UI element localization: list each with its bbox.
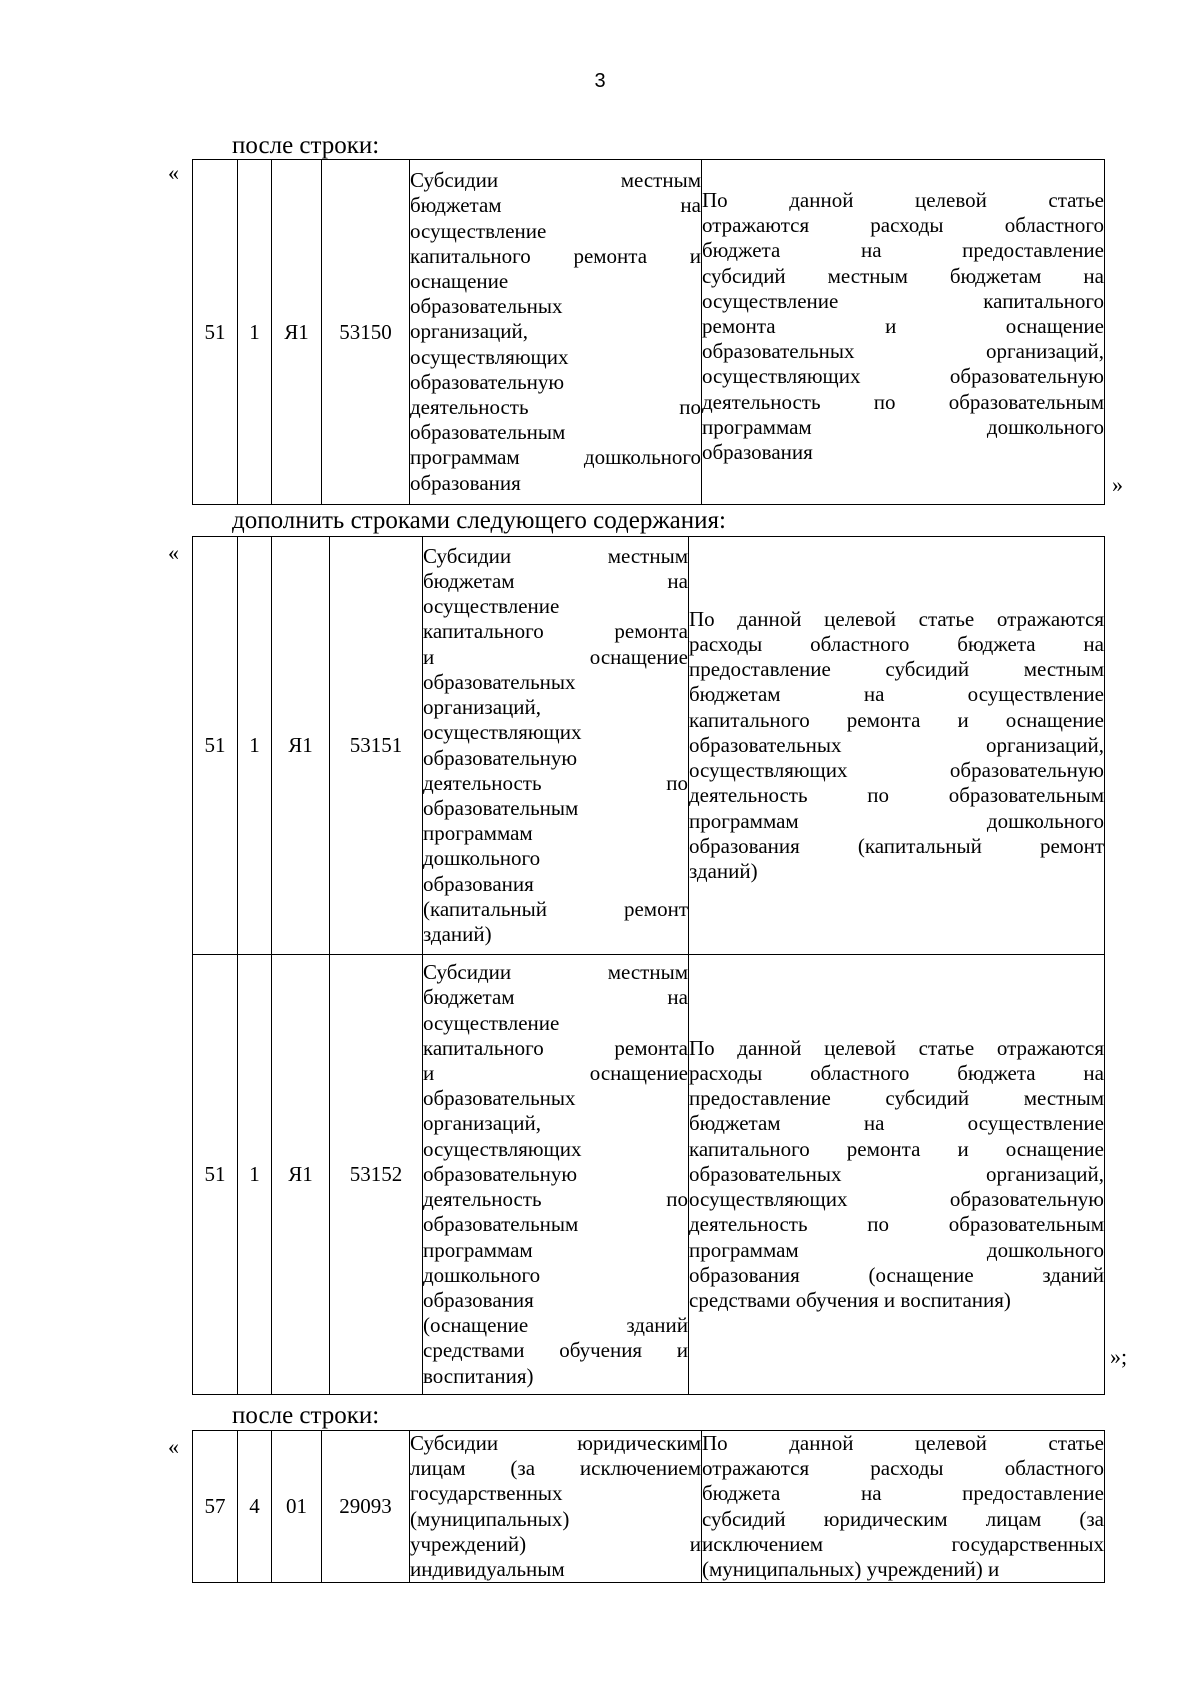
text-line: (капитальный ремонт bbox=[423, 896, 688, 921]
note-text bbox=[689, 607, 1104, 884]
description-text bbox=[423, 544, 688, 947]
text-line: организаций, bbox=[423, 1111, 541, 1136]
description-text bbox=[410, 168, 701, 496]
text-line: бюджета на предоставление bbox=[702, 1481, 1104, 1506]
text-line: организаций, bbox=[410, 319, 528, 344]
code-cell-3: Я1 bbox=[272, 955, 330, 1395]
text-line: организаций, bbox=[423, 695, 541, 720]
text-line: осуществляющих bbox=[423, 720, 582, 745]
note-cell bbox=[702, 160, 1105, 505]
code-cell-4: 53151 bbox=[330, 537, 423, 955]
text-line: предоставление субсидий местным bbox=[689, 1086, 1104, 1111]
note-cell bbox=[702, 1431, 1105, 1583]
text-line: государственных bbox=[410, 1481, 563, 1506]
table-row bbox=[193, 537, 1105, 955]
text-line: образовательным bbox=[410, 420, 566, 445]
text-line: образовательную bbox=[423, 745, 578, 770]
text-line: бюджетам на осуществление bbox=[689, 1111, 1104, 1136]
text-line: (муниципальных) bbox=[410, 1506, 570, 1531]
text-line: капитального ремонта и оснащение bbox=[689, 707, 1104, 732]
description-cell bbox=[410, 1431, 702, 1583]
text-line: бюджетам на bbox=[423, 569, 688, 594]
text-line: программам дошкольного bbox=[702, 414, 1104, 439]
description-text bbox=[410, 1431, 701, 1582]
table-existing-row-53150 bbox=[192, 159, 1105, 505]
code-cell-4: 53150 bbox=[322, 160, 410, 505]
note-text bbox=[702, 1431, 1104, 1582]
note-cell bbox=[689, 537, 1105, 955]
text-line: образовательную bbox=[423, 1161, 578, 1186]
text-line: образования (оснащение зданий bbox=[689, 1262, 1104, 1287]
opening-quote: « bbox=[168, 160, 179, 185]
text-line: образования bbox=[423, 871, 534, 896]
table-row bbox=[193, 1431, 1105, 1583]
text-line: образования bbox=[410, 470, 521, 495]
text-line: субсидий юридическим лицам (за bbox=[702, 1506, 1104, 1531]
text-line: осуществляющих bbox=[410, 344, 569, 369]
page-number: 3 bbox=[594, 70, 606, 92]
text-line: Субсидии местным bbox=[423, 960, 688, 985]
description-cell bbox=[423, 955, 689, 1395]
description-text bbox=[423, 960, 688, 1388]
text-line: субсидий местным бюджетам на bbox=[702, 263, 1104, 288]
section-intro-after-row: после строки: bbox=[232, 1402, 380, 1429]
text-line: программам дошкольного bbox=[410, 445, 701, 470]
code-cell-3: Я1 bbox=[272, 537, 330, 955]
text-line: программам дошкольного bbox=[689, 808, 1104, 833]
text-line: осуществление bbox=[423, 594, 560, 619]
note-cell bbox=[689, 955, 1105, 1395]
text-line: деятельность по образовательным bbox=[689, 783, 1104, 808]
text-line: По данной целевой статье bbox=[702, 188, 1104, 212]
text-line: индивидуальным bbox=[410, 1557, 565, 1582]
section-intro-after-row: после строки: bbox=[232, 132, 380, 159]
code-cell-2: 1 bbox=[238, 160, 272, 505]
table-new-rows bbox=[192, 536, 1105, 1395]
text-line: осуществляющих образовательную bbox=[689, 758, 1104, 783]
text-line: Субсидии местным bbox=[410, 168, 701, 193]
text-line: По данной целевой статье bbox=[702, 1431, 1104, 1455]
text-line: исключением государственных bbox=[702, 1531, 1104, 1556]
code-cell-2: 1 bbox=[238, 537, 272, 955]
text-line: осуществление капитального bbox=[702, 288, 1104, 313]
text-line: капитального ремонта bbox=[423, 619, 688, 644]
text-line: и оснащение bbox=[423, 644, 688, 669]
text-line: бюджета на предоставление bbox=[702, 238, 1104, 263]
text-line: осуществляющих образовательную bbox=[689, 1187, 1104, 1212]
text-line: бюджетам на bbox=[423, 985, 688, 1010]
text-line: отражаются расходы областного bbox=[702, 1456, 1104, 1481]
text-line: образования (капитальный ремонт bbox=[689, 833, 1104, 858]
text-line: образовательным bbox=[423, 795, 579, 820]
code-cell-1: 51 bbox=[193, 537, 238, 955]
text-line: образовательным bbox=[423, 1212, 579, 1237]
text-line: капитального ремонта и оснащение bbox=[689, 1136, 1104, 1161]
code-cell-1: 51 bbox=[193, 160, 238, 505]
text-line: осуществление bbox=[410, 218, 547, 243]
table-existing-row-29093 bbox=[192, 1430, 1105, 1583]
code-cell-3: Я1 bbox=[272, 160, 322, 505]
code-cell-1: 57 bbox=[193, 1431, 238, 1583]
text-line: и оснащение bbox=[423, 1061, 688, 1086]
text-line: зданий) bbox=[423, 921, 492, 946]
text-line: расходы областного бюджета на bbox=[689, 632, 1104, 657]
text-line: учреждений) и bbox=[410, 1531, 701, 1556]
text-line: (оснащение зданий bbox=[423, 1313, 688, 1338]
text-line: деятельность по bbox=[423, 770, 688, 795]
code-cell-2: 1 bbox=[238, 955, 272, 1395]
text-line: образовательных организаций, bbox=[689, 1161, 1104, 1186]
text-line: осуществление bbox=[423, 1010, 560, 1035]
text-line: бюджетам на осуществление bbox=[689, 682, 1104, 707]
code-cell-1: 51 bbox=[193, 955, 238, 1395]
text-line: лицам (за исключением bbox=[410, 1456, 701, 1481]
text-line: образования bbox=[702, 440, 813, 465]
description-cell bbox=[410, 160, 702, 505]
text-line: деятельность по образовательным bbox=[689, 1212, 1104, 1237]
text-line: ремонта и оснащение bbox=[702, 314, 1104, 339]
text-line: средствами обучения и bbox=[423, 1338, 688, 1363]
text-line: воспитания) bbox=[423, 1363, 534, 1388]
text-line: программам bbox=[423, 821, 533, 846]
code-cell-3: 01 bbox=[272, 1431, 322, 1583]
text-line: осуществляющих bbox=[423, 1136, 582, 1161]
section-intro-add-rows: дополнить строками следующего содержания: bbox=[232, 507, 726, 534]
text-line: Субсидии местным bbox=[423, 543, 688, 568]
text-line: дошкольного bbox=[423, 1262, 541, 1287]
text-line: Субсидии юридическим bbox=[410, 1431, 701, 1455]
text-line: расходы областного бюджета на bbox=[689, 1061, 1104, 1086]
text-line: образовательных организаций, bbox=[702, 339, 1104, 364]
text-line: образовательных bbox=[423, 1086, 576, 1111]
opening-quote: « bbox=[168, 540, 179, 565]
text-line: капитального ремонта bbox=[423, 1035, 688, 1060]
text-line: средствами обучения и воспитания) bbox=[689, 1287, 1011, 1312]
text-line: капитального ремонта и bbox=[410, 243, 701, 268]
code-cell-4: 53152 bbox=[330, 955, 423, 1395]
note-text bbox=[702, 188, 1104, 465]
text-line: деятельность по образовательным bbox=[702, 389, 1104, 414]
code-cell-2: 4 bbox=[238, 1431, 272, 1583]
opening-quote: « bbox=[168, 1434, 179, 1459]
text-line: образовательных bbox=[423, 669, 576, 694]
text-line: деятельность по bbox=[410, 395, 701, 419]
code-cell-4: 29093 bbox=[322, 1431, 410, 1583]
text-line: образования bbox=[423, 1287, 534, 1312]
text-line: бюджетам на bbox=[410, 193, 701, 218]
text-line: дошкольного bbox=[423, 846, 541, 871]
description-cell bbox=[423, 537, 689, 955]
text-line: оснащение bbox=[410, 268, 509, 293]
note-text bbox=[689, 1036, 1104, 1313]
text-line: образовательную bbox=[410, 369, 565, 394]
text-line: образовательных организаций, bbox=[689, 732, 1104, 757]
text-line: программам bbox=[423, 1237, 533, 1262]
text-line: По данной целевой статье отражаются bbox=[689, 606, 1104, 631]
text-line: отражаются расходы областного bbox=[702, 213, 1104, 238]
text-line: По данной целевой статье отражаются bbox=[689, 1035, 1104, 1060]
text-line: образовательных bbox=[410, 294, 563, 319]
text-line: программам дошкольного bbox=[689, 1237, 1104, 1262]
text-line: осуществляющих образовательную bbox=[702, 364, 1104, 389]
table-row bbox=[193, 955, 1105, 1395]
closing-quote: » bbox=[1112, 472, 1123, 497]
text-line: (муниципальных) учреждений) и bbox=[702, 1557, 1000, 1582]
closing-quote-semicolon: »; bbox=[1110, 1344, 1128, 1369]
table-row bbox=[193, 160, 1105, 505]
text-line: предоставление субсидий местным bbox=[689, 657, 1104, 682]
text-line: зданий) bbox=[689, 858, 758, 883]
text-line: деятельность по bbox=[423, 1187, 688, 1212]
